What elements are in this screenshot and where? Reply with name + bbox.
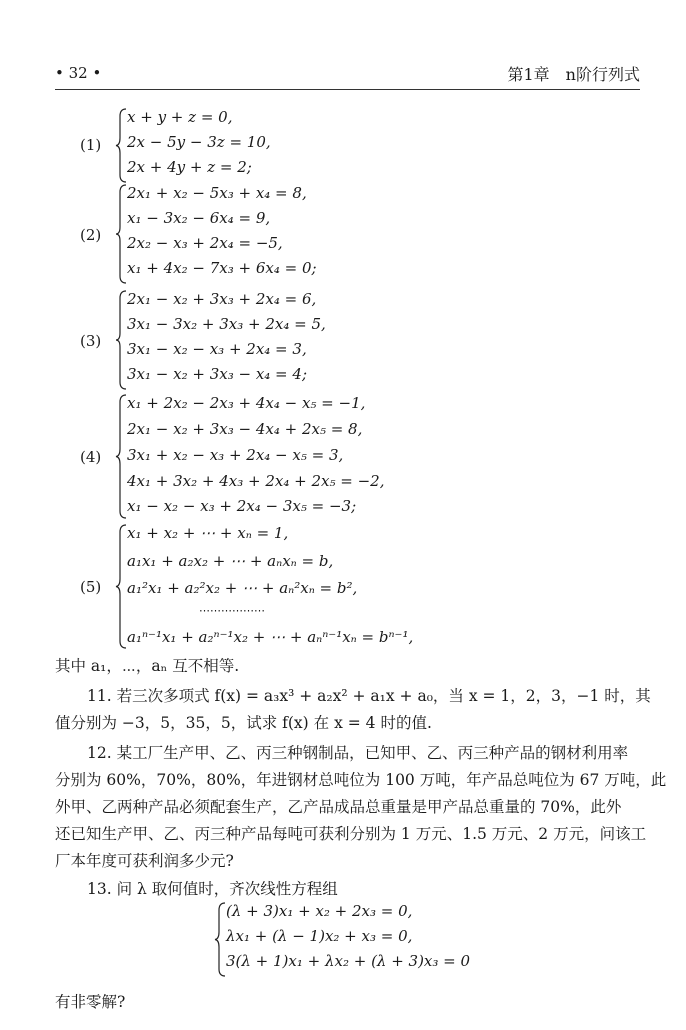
equation-line: x₁ + 2x₂ − 2x₃ + 4x₄ − x₅ = −1, xyxy=(127,394,366,412)
problem-11-line: 值分别为 −3，5，35，5，试求 f(x) 在 x = 4 时的值. xyxy=(55,714,432,732)
equation-line: a₁²x₁ + a₂²x₂ + ⋯ + aₙ²xₙ = b², xyxy=(127,579,358,597)
equation-line: x₁ + 4x₂ − 7x₃ + 6x₄ = 0; xyxy=(127,259,317,277)
problem-12-line: 还已知生产甲、乙、丙三种产品每吨可获利分别为 1 万元、1.5 万元、2 万元，问该工 xyxy=(55,825,647,843)
left-brace-icon xyxy=(115,394,127,519)
left-brace-icon xyxy=(115,184,127,284)
equation-line: 3(λ + 1)x₁ + λx₂ + (λ + 3)x₃ = 0 xyxy=(226,952,471,970)
equation-line: a₁x₁ + a₂x₂ + ⋯ + aₙxₙ = b, xyxy=(127,552,334,570)
equation-line: 2x − 5y − 3z = 10, xyxy=(127,133,271,151)
equation-line: (λ + 3)x₁ + x₂ + 2x₃ = 0, xyxy=(226,902,413,920)
left-brace-icon xyxy=(115,290,127,390)
distinct-note: 其中 a₁，⋯，aₙ 互不相等. xyxy=(55,657,240,675)
equation-line: 2x₁ − x₂ + 3x₃ − 4x₄ + 2x₅ = 8, xyxy=(127,420,363,438)
problem-12-line: 分别为 60%，70%，80%，年进钢材总吨位为 100 万吨，年产品总吨位为 67 万吨，此 xyxy=(55,771,667,789)
system-label: (3) xyxy=(80,332,102,350)
left-brace-icon xyxy=(115,524,127,649)
problem-12-line: 12. 某工厂生产甲、乙、丙三种钢制品，已知甲、乙、丙三种产品的钢材利用率 xyxy=(87,744,629,762)
left-brace-icon xyxy=(214,902,226,977)
equation-line: 3x₁ − x₂ − x₃ + 2x₄ = 3, xyxy=(127,340,307,358)
system-label: (2) xyxy=(80,226,102,244)
equation-line: 2x + 4y + z = 2; xyxy=(127,158,252,176)
header-rule xyxy=(55,89,640,90)
chapter-title: 第1章 n阶行列式 xyxy=(507,65,640,84)
problem-12-line: 外甲、乙两种产品必须配套生产，乙产品成品总重量是甲产品总重量的 70%，此外 xyxy=(55,798,622,816)
equation-line: x + y + z = 0, xyxy=(127,108,233,126)
problem-13-line: 13. 问 λ 取何值时，齐次线性方程组 xyxy=(87,880,338,898)
page-number: • 32 • xyxy=(55,64,102,82)
equation-line: 2x₁ − x₂ + 3x₃ + 2x₄ = 6, xyxy=(127,290,317,308)
problem-11-line: 11. 若三次多项式 f(x) = a₃x³ + a₂x² + a₁x + a₀，当 x = 1，2，3，−1 时，其 xyxy=(87,687,651,705)
problem-12-line: 厂本年度可获利润多少元? xyxy=(55,852,234,870)
equation-line: λx₁ + (λ − 1)x₂ + x₃ = 0, xyxy=(226,927,413,945)
equation-line: x₁ + x₂ + ⋯ + xₙ = 1, xyxy=(127,524,289,542)
page-header xyxy=(55,62,640,88)
equation-line: x₁ − x₂ − x₃ + 2x₄ − 3x₅ = −3; xyxy=(127,497,357,515)
system-label: (4) xyxy=(80,448,102,466)
equation-line: 3x₁ − x₂ + 3x₃ − x₄ = 4; xyxy=(127,365,307,383)
equation-line: a₁ⁿ⁻¹x₁ + a₂ⁿ⁻¹x₂ + ⋯ + aₙⁿ⁻¹xₙ = bⁿ⁻¹, xyxy=(127,628,414,646)
equation-line: 3x₁ + x₂ − x₃ + 2x₄ − x₅ = 3, xyxy=(127,446,344,464)
final-question: 有非零解? xyxy=(55,993,126,1011)
equation-line: 4x₁ + 3x₂ + 4x₃ + 2x₄ + 2x₅ = −2, xyxy=(127,472,385,490)
system-label: (5) xyxy=(80,578,102,596)
equation-line: 2x₂ − x₃ + 2x₄ = −5, xyxy=(127,234,283,252)
left-brace-icon xyxy=(115,108,127,183)
ellipsis-row: ⋯⋯⋯⋯⋯⋯ xyxy=(199,604,265,617)
equation-line: 3x₁ − 3x₂ + 3x₃ + 2x₄ = 5, xyxy=(127,315,326,333)
equation-line: x₁ − 3x₂ − 6x₄ = 9, xyxy=(127,209,271,227)
equation-line: 2x₁ + x₂ − 5x₃ + x₄ = 8, xyxy=(127,184,307,202)
system-label: (1) xyxy=(80,136,102,154)
